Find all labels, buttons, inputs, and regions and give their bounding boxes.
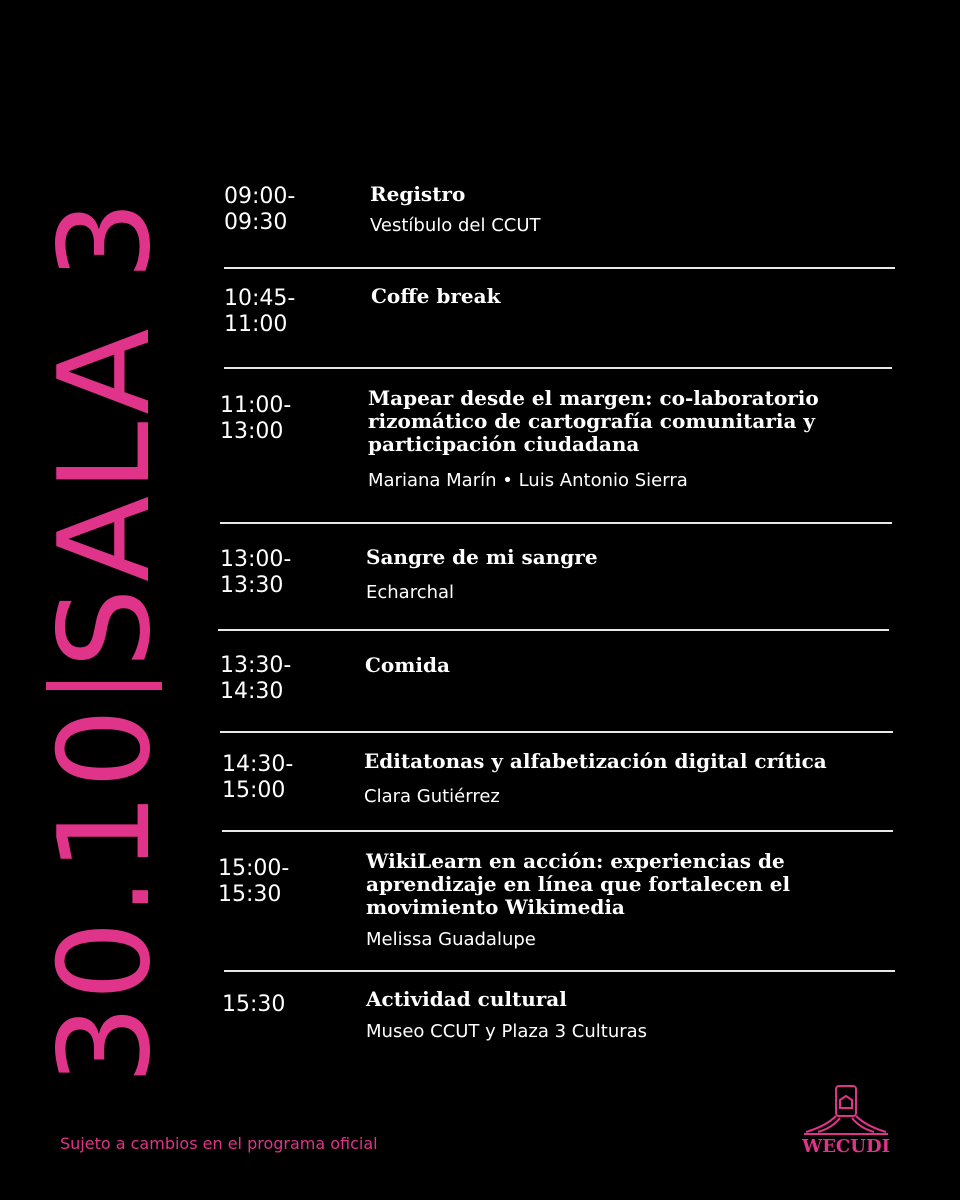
divider-line: [218, 629, 889, 631]
entry-subtitle: Museo CCUT y Plaza 3 Culturas: [366, 1021, 648, 1042]
entry-time: 14:30- 15:00: [222, 752, 294, 803]
logo-text: WECUDI: [802, 1136, 890, 1157]
entry-subtitle: Mariana Marín • Luis Antonio Sierra: [368, 470, 688, 491]
divider-line: [220, 731, 893, 733]
room-name: SALA 3: [31, 196, 178, 669]
entry-title: Comida: [365, 653, 450, 677]
divider-line: [224, 970, 895, 972]
entry-subtitle: Vestíbulo del CCUT: [370, 215, 541, 236]
divider-line: [222, 830, 893, 832]
entry-title: WikiLearn en acción: experiencias de aprendizaje en línea que fortalecen el movimiento Wikimedia: [366, 849, 791, 919]
entry-time: 10:45- 11:00: [224, 286, 296, 337]
entry-time: 13:00- 13:30: [220, 547, 292, 598]
entry-subtitle: Clara Gutiérrez: [364, 786, 500, 807]
divider-line: [220, 522, 892, 524]
entry-subtitle: Echarchal: [366, 582, 455, 603]
entry-title: Mapear desde el margen: co-laboratorio rizomático de cartografía comunitaria y participación ciudadana: [368, 386, 819, 456]
disclaimer-note: Sujeto a cambios en el programa oficial: [60, 1134, 378, 1153]
entry-time: 11:00- 13:00: [220, 393, 292, 444]
entry-title: Registro: [370, 182, 466, 206]
entry-time: 15:00- 15:30: [218, 856, 290, 907]
wecudi-logo: [798, 1080, 894, 1160]
entry-subtitle: Melissa Guadalupe: [366, 929, 536, 950]
entry-time: 15:30: [222, 992, 286, 1017]
divider-line: [224, 267, 895, 269]
entry-title: Actividad cultural: [366, 987, 567, 1011]
divider-line: [224, 367, 892, 369]
entry-title: Editatonas y alfabetización digital crítica: [364, 749, 827, 773]
entry-title: Coffe break: [371, 284, 501, 308]
entry-title: Sangre de mi sangre: [366, 545, 598, 569]
logo-emblem-icon: [798, 1080, 894, 1138]
event-date: 30.10: [31, 704, 178, 1085]
entry-time: 13:30- 14:30: [220, 653, 292, 704]
entry-time: 09:00- 09:30: [224, 184, 296, 235]
